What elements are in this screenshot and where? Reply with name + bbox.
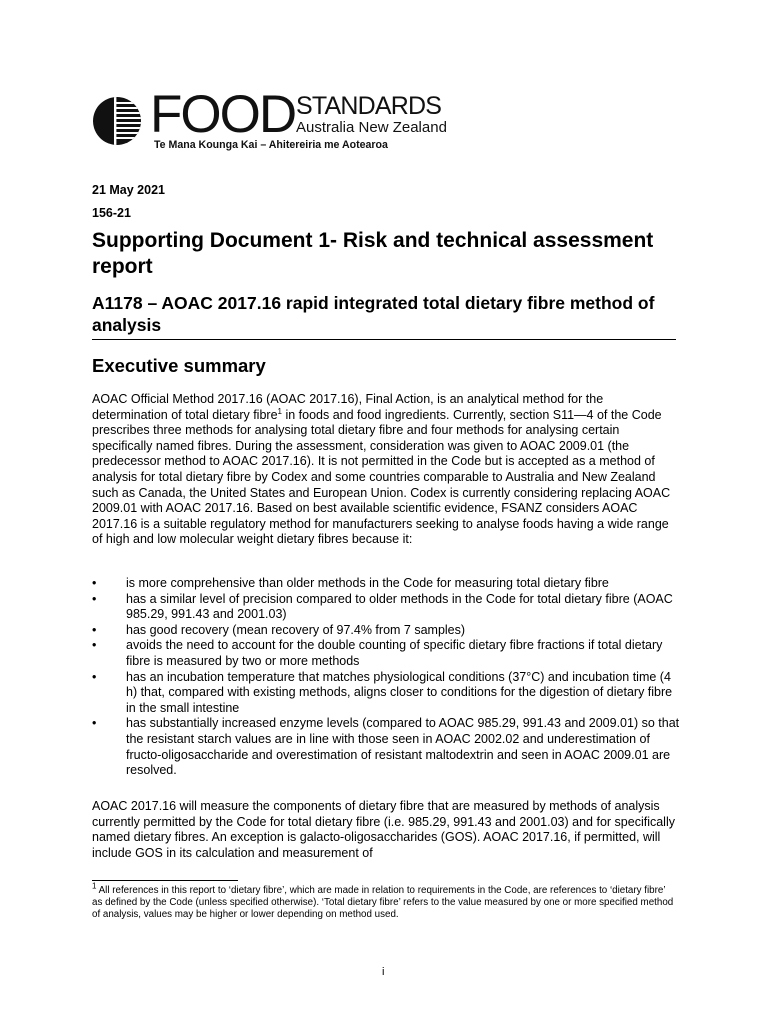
document-subtitle: A1178 – AOAC 2017.16 rapid integrated total dietary fibre method of analysis [92,293,655,335]
footnote-reference[interactable]: 1 [277,406,282,416]
summary-paragraph-2: AOAC 2017.16 will measure the components of dietary fibre that are measured by methods of analysis currently permitted by the Code for total dietary fibre (i.e. 985.29, 991.43 and 2001.03) and for specifically named dietary fibres. An exception is galacto-oligosaccharides (GOS). AOAC 2017.16, if permitted, will include GOS in its calculation and measurement of [92,799,675,860]
list-item-text: has an incubation temperature that matches physiological conditions (37°C) and incubation time (4 h) that, compared with existing methods, aligns closer to conditions for the digestion of dietary fibre in the small intestine [126,669,673,715]
logo-word-food: FOOD [150,85,296,144]
footnote-number: 1 [92,881,97,891]
bullet-icon: • [92,622,97,637]
list-item [92,716,682,778]
list-item-text: is more comprehensive than older methods in the Code for measuring total dietary fibre [126,576,609,590]
list-item [92,623,682,639]
document-date: 21 May 2021 [92,183,165,197]
fsanz-logo-mark-icon [92,96,142,146]
logo-word-standards: STANDARDS [296,92,442,120]
bullet-icon: • [92,576,97,590]
benefits-list [92,576,682,779]
list-item-text: has a similar level of precision compared to older methods in the Code for total dietary fibre (AOAC 985.29, 991.43 and 2001.03) [126,591,673,622]
list-item [92,670,682,717]
list-item [92,576,682,592]
paragraph-text: in foods and food ingredients. Currently, section S11—4 of the Code prescribes three methods for analysing total dietary fibre and four methods for analysing certain specifically named fibres. During the assessment, consideration was given to AOAC 2009.01 (the predecessor method to AOAC 2017.16). It is not permitted in the Code but is accepted as a method of analysis for total dietary fibre by Codex and some countries comparable to Australia and New Zealand such as Canada, the United States and European Union. Codex is currently considering replacing AOAC 2009.01 with AOAC 2017.16. Based on best available scientific evidence, FSANZ considers AOAC 2017.16 is a suitable regulatory method for manufacturers seeking to analyse foods having a wide range of high and low molecular weight dietary fibres because it: [92,407,671,547]
list-item [92,592,682,623]
list-item-text: has substantially increased enzyme levels (compared to AOAC 985.29, 991.43 and 2009.01) so that the resistant starch values are in line with those seen in AOAC 2002.02 and underestimation of fructo-oligosaccharide and overestimation of resistant maltodextrin and seen in AOAC 2009.01 are resolved. [126,716,680,778]
footnote-text: All references in this report to ‘dietary fibre’, which are made in relation to requirements in the Code, are references to ‘dietary fibre’ as defined by the Code (unless specified otherwise). ‘Total dietary fibre’ refers to the value measured by one or more specified method of analysis, values may be higher or lower depending on method used. [92,885,674,921]
page-number: i [382,966,385,978]
logo-tagline: Te Mana Kounga Kai – Ahitereiria me Aotearoa [154,139,388,151]
paragraph-text: AOAC Official Method 2017.16 (AOAC 2017.16), Final Action, is an analytical method for the determination of total dietary fibre [92,392,604,422]
bullet-icon: • [92,669,97,684]
fsanz-logo [92,85,452,154]
title-divider [92,339,676,340]
footnote [92,881,674,922]
summary-paragraph-1 [92,392,682,548]
section-heading: Executive summary [92,355,266,376]
bullet-icon: • [92,716,97,731]
logo-word-anz: Australia New Zealand [296,119,447,136]
list-item [92,638,682,669]
footnote-divider [92,880,238,881]
list-item-text: avoids the need to account for the double counting of specific dietary fibre fractions if total dietary fibre is measured by two or more methods [126,638,663,668]
bullet-icon: • [92,591,97,606]
list-item-text: has good recovery (mean recovery of 97.4% from 7 samples) [126,622,466,637]
document-title: Supporting Document 1- Risk and technical assessment report [92,229,654,278]
bullet-icon: • [92,638,97,653]
document-reference: 156-21 [92,206,131,220]
